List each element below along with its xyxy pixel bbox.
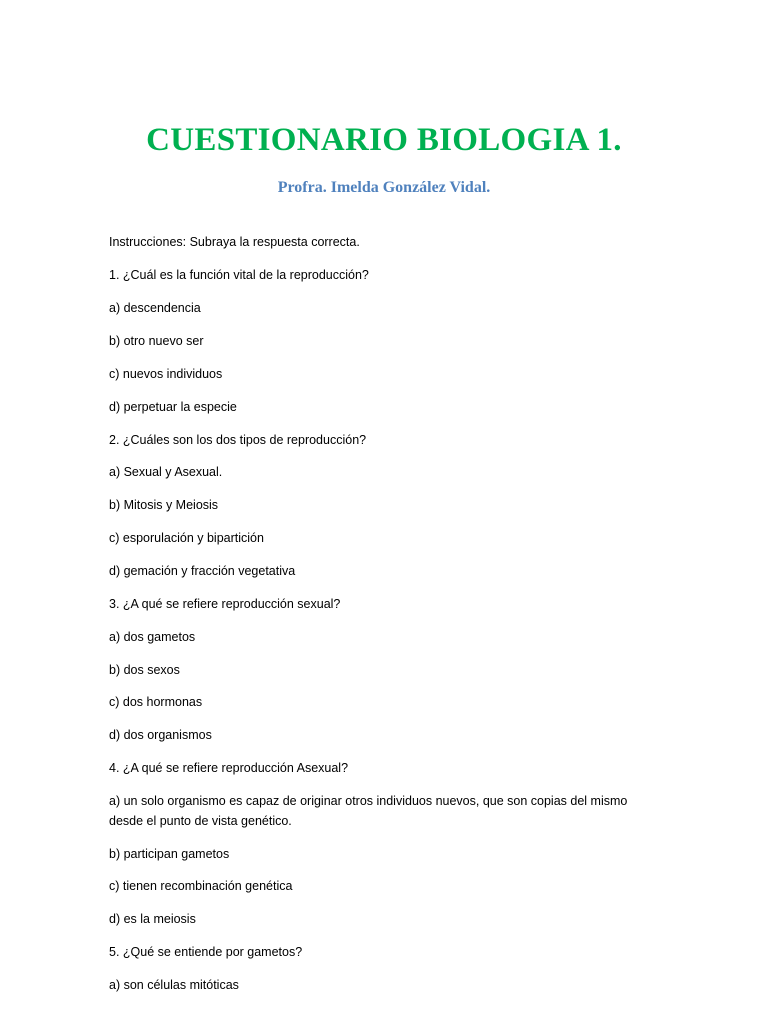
question-4: 4. ¿A qué se refiere reproducción Asexual? [109, 761, 349, 775]
document-subtitle: Profra. Imelda González Vidal. [277, 179, 491, 196]
question-3-option-d: d) dos organismos [109, 728, 212, 742]
question-1-option-a: a) descendencia [109, 301, 201, 315]
question-1: 1. ¿Cuál es la función vital de la reproducción? [109, 268, 369, 282]
question-4-option-b: b) participan gametos [109, 847, 230, 861]
document-title: CUESTIONARIO BIOLOGIA 1. [146, 122, 622, 158]
instructions-text: Instrucciones: Subraya la respuesta correcta. [109, 235, 360, 249]
question-2-option-a: a) Sexual y Asexual. [109, 465, 223, 479]
question-4-option-a: a) un solo organismo es capaz de originar otros individuos nuevos, que son copias del mismo desde el punto de vista genético. [109, 794, 628, 828]
question-3-option-c: c) dos hormonas [109, 695, 203, 709]
question-3-option-a: a) dos gametos [109, 630, 196, 644]
question-5: 5. ¿Qué se entiende por gametos? [109, 945, 303, 959]
question-2-option-d: d) gemación y fracción vegetativa [109, 564, 296, 578]
question-3: 3. ¿A qué se refiere reproducción sexual? [109, 597, 341, 611]
question-5-option-a: a) son células mitóticas [109, 978, 239, 992]
question-2-option-b: b) Mitosis y Meiosis [109, 498, 219, 512]
question-1-option-d: d) perpetuar la especie [109, 400, 237, 414]
question-2: 2. ¿Cuáles son los dos tipos de reproducción? [109, 433, 367, 447]
question-2-option-c: c) esporulación y bipartición [109, 531, 264, 545]
question-3-option-b: b) dos sexos [109, 663, 180, 677]
question-1-option-c: c) nuevos individuos [109, 367, 223, 381]
question-4-option-c: c) tienen recombinación genética [109, 879, 293, 893]
question-4-option-d: d) es la meiosis [109, 912, 196, 926]
question-1-option-b: b) otro nuevo ser [109, 334, 204, 348]
